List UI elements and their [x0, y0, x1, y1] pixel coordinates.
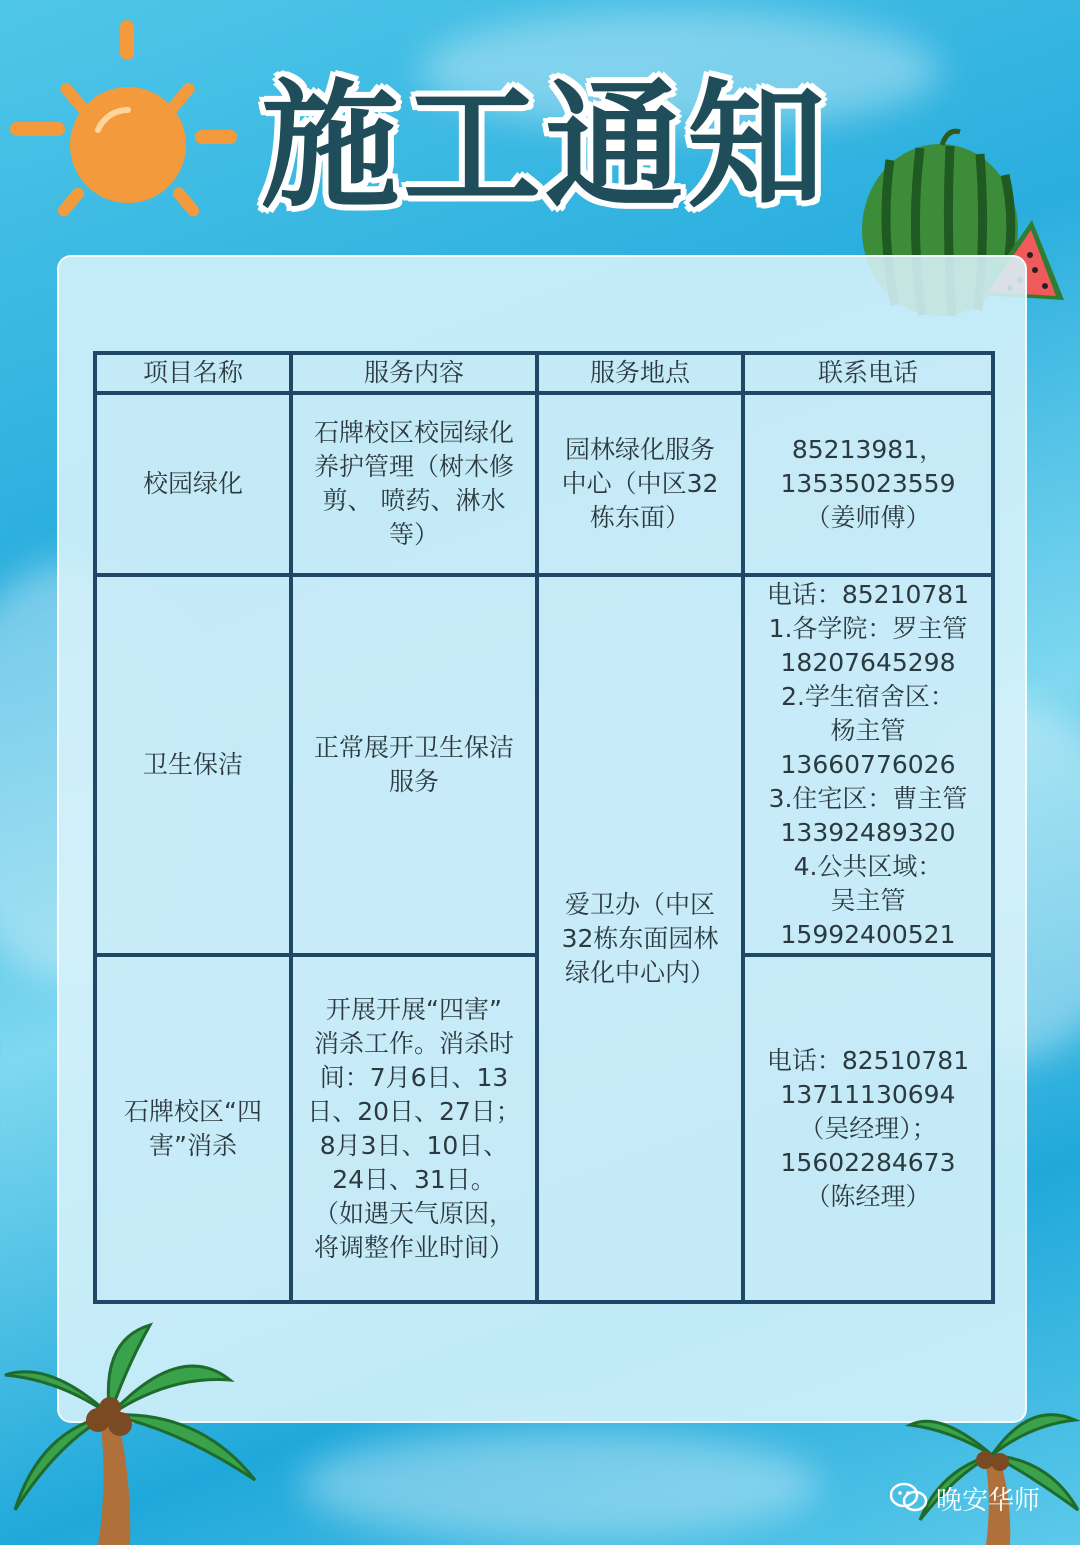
header-phone: 联系电话	[743, 353, 993, 393]
cell-project: 校园绿化	[95, 393, 291, 575]
cell-phone: 85213981， 13535023559 （姜师傅）	[743, 393, 993, 575]
page-title: 施工通知	[260, 66, 829, 227]
header-location: 服务地点	[537, 353, 743, 393]
cell-project: 石牌校区“四 害”消杀	[95, 955, 291, 1302]
watermark-text: 晚安华师	[936, 1485, 1041, 1516]
header-project: 项目名称	[95, 353, 291, 393]
cell-project: 卫生保洁	[95, 575, 291, 955]
table-row	[95, 575, 993, 955]
table-header-row	[95, 353, 993, 393]
palm-tree-icon	[900, 1390, 1080, 1545]
cell-phone: 电话：85210781 1.各学院：罗主管 18207645298 2.学生宿舍区： 杨主管 13660776026 3.住宅区：曹主管 13392489320 4.公共区域： 吴主管 15992400521	[743, 575, 993, 955]
palm-tree-icon	[0, 1320, 280, 1545]
background-swirl	[300, 1430, 820, 1540]
cell-content: 开展开展“四害” 消杀工作。消杀时 间：7月6日、13 日、20日、27日； 8月3日、10日、 24日、31日。 （如遇天气原因， 将调整作业时间）	[291, 955, 537, 1302]
watermark	[890, 1478, 1065, 1518]
header-content: 服务内容	[291, 353, 537, 393]
notice-table	[93, 351, 995, 1304]
cell-content: 正常展开卫生保洁 服务	[291, 575, 537, 955]
table-row	[95, 393, 993, 575]
cell-content: 石牌校区校园绿化 养护管理（树木修 剪、 喷药、淋水 等）	[291, 393, 537, 575]
cell-location: 园林绿化服务 中心（中区32 栋东面）	[537, 393, 743, 575]
wechat-icon	[890, 1482, 928, 1514]
sun-icon	[10, 20, 240, 220]
cell-phone: 电话：82510781 13711130694 （吴经理）； 15602284673 （陈经理）	[743, 955, 993, 1302]
cell-location: 爱卫办（中区 32栋东面园林 绿化中心内）	[537, 575, 743, 1302]
